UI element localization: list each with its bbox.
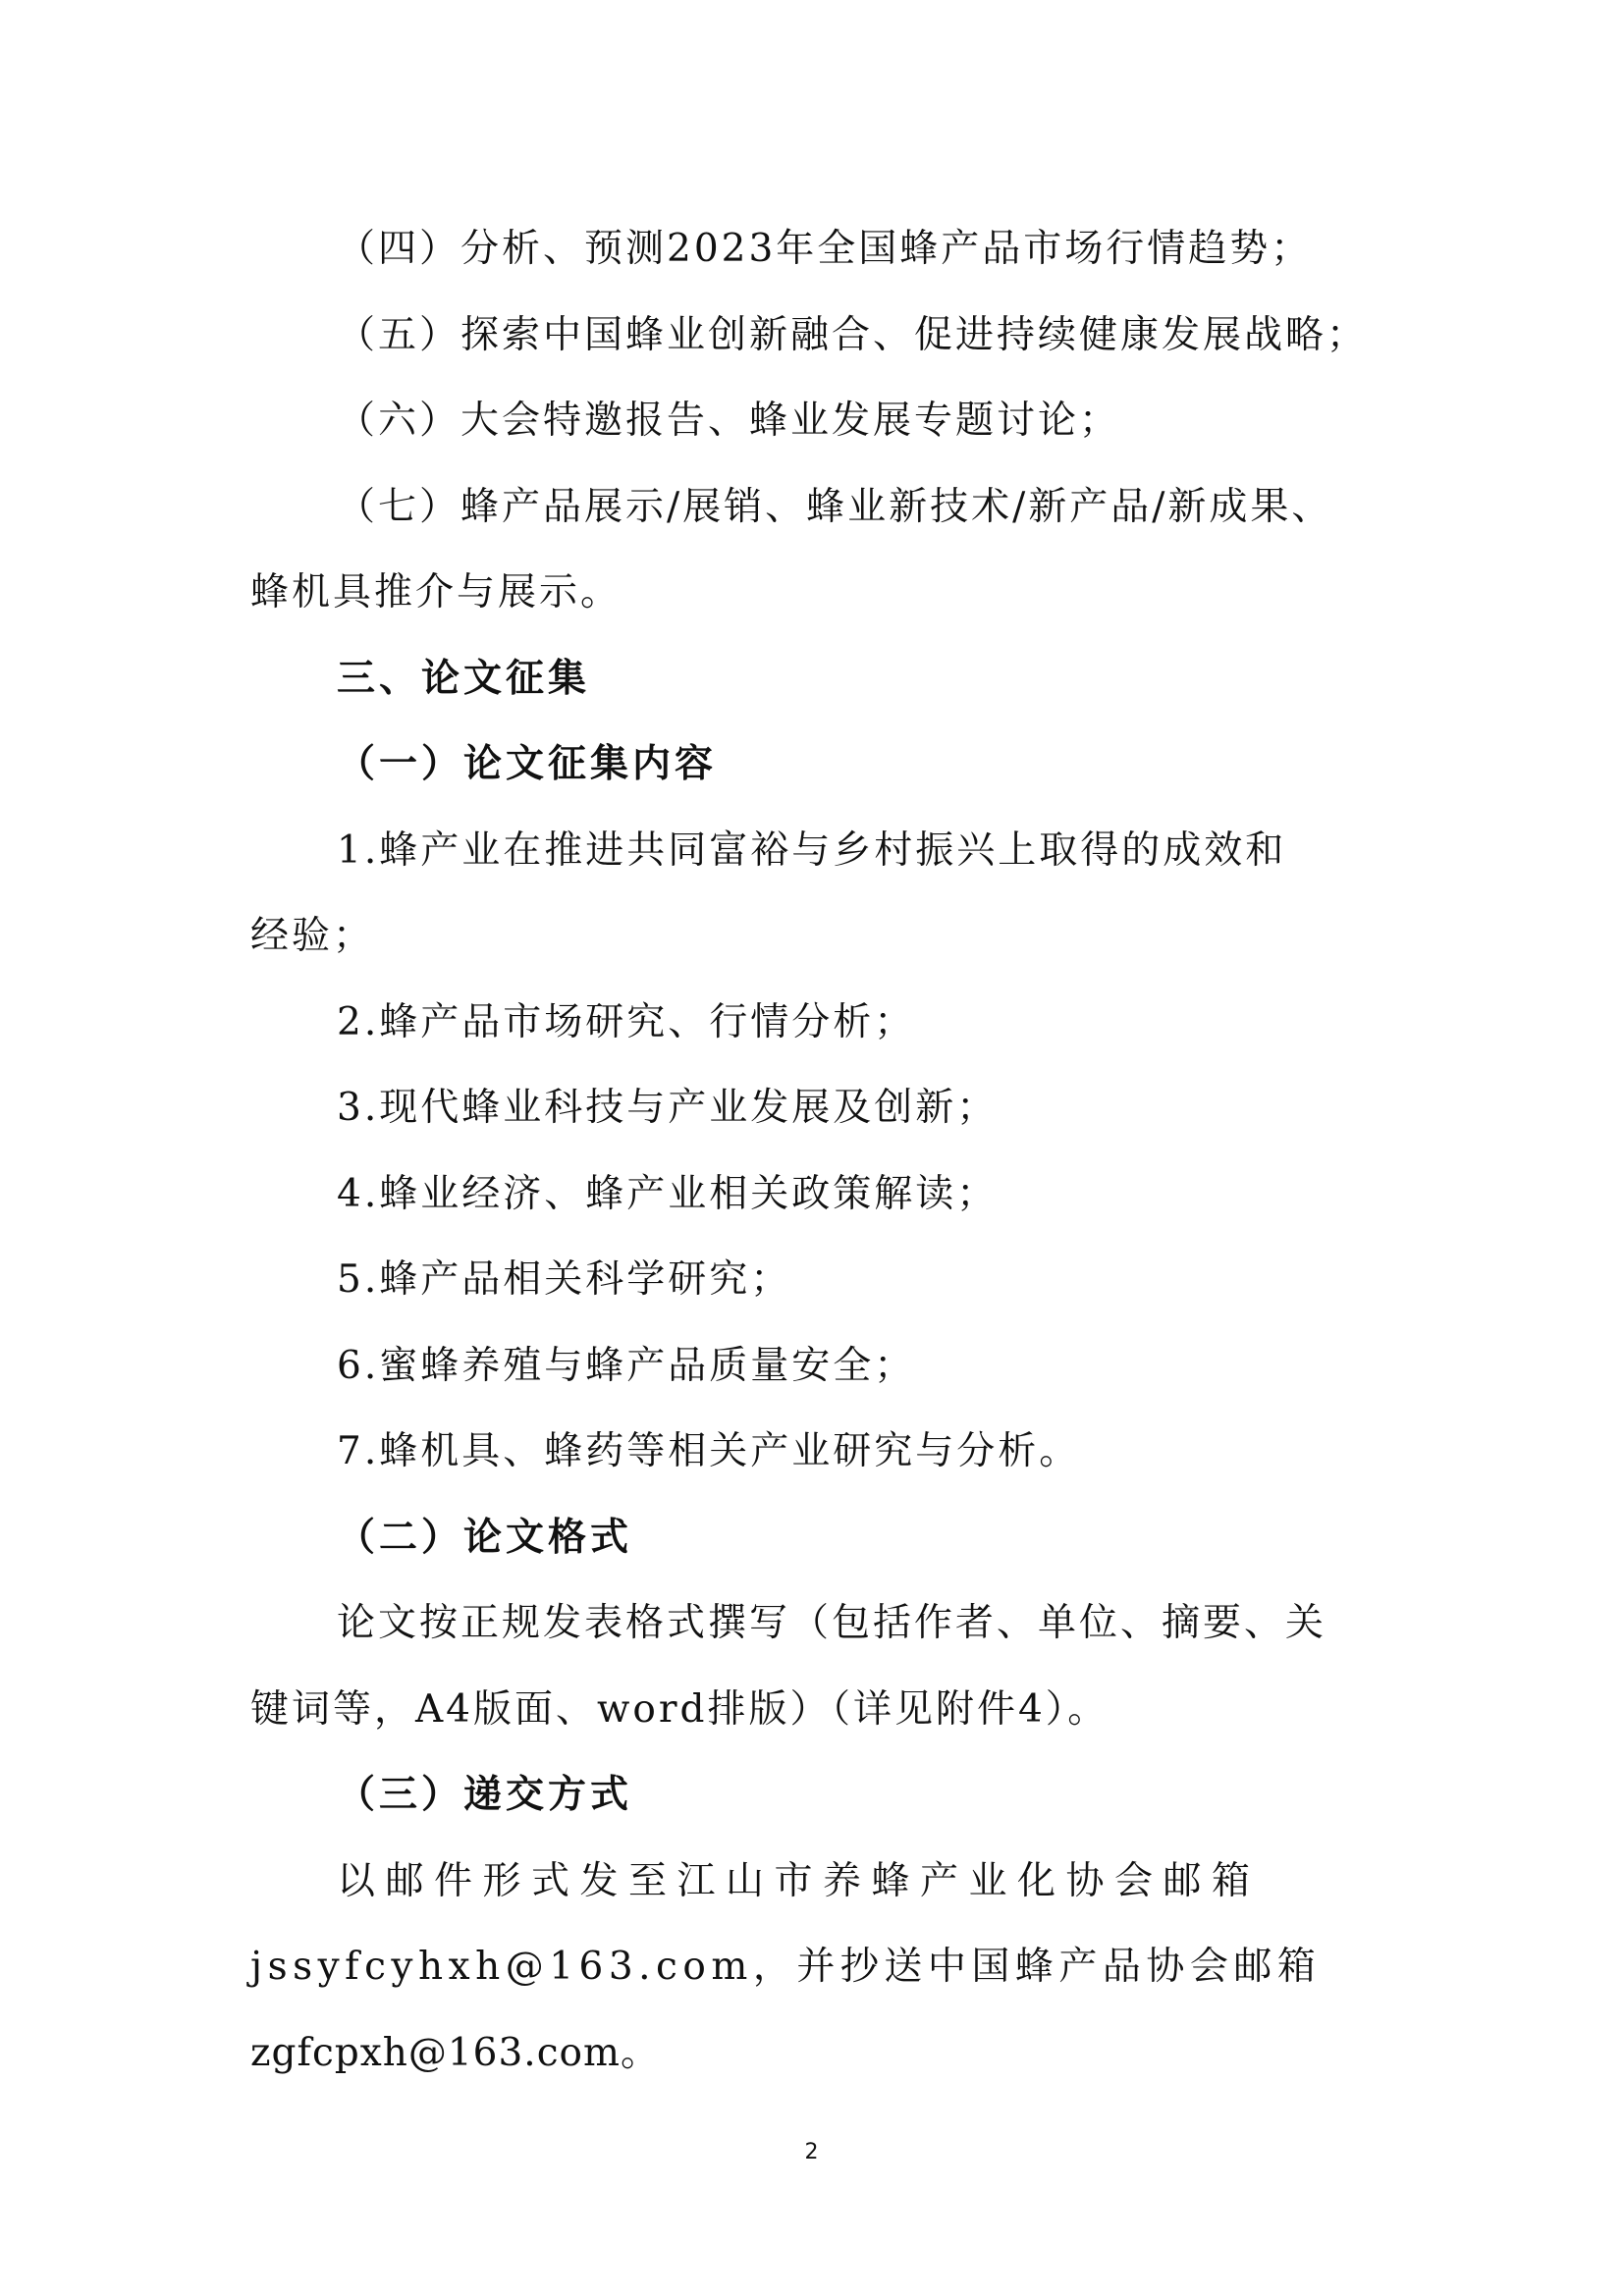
format-paragraph: 论文按正规发表格式撰写（包括作者、单位、摘要、关 xyxy=(337,1601,1327,1645)
list-item: 4.蜂业经济、蜂产业相关政策解读； xyxy=(337,1171,999,1216)
paragraph-item-7-continued: 蜂机具推介与展示。 xyxy=(250,570,622,614)
list-item: 2.蜂产品市场研究、行情分析； xyxy=(337,999,916,1044)
submission-email-line: jssyfcyhxh@163.com，并抄送中国蜂产品协会邮箱 xyxy=(250,1945,1322,1989)
paragraph-item-6: （六）大会特邀报告、蜂业发展专题讨论； xyxy=(337,399,1121,443)
submission-paragraph: 以邮件形式发至江山市养蜂产业化协会邮箱 xyxy=(337,1858,1261,1903)
subsection-heading-format: （二）论文格式 xyxy=(337,1515,633,1560)
page-number: 2 xyxy=(804,2140,819,2164)
document-body xyxy=(250,206,1384,2096)
subsection-heading-submission: （三）递交方式 xyxy=(337,1773,633,1817)
list-item: 7.蜂机具、蜂药等相关产业研究与分析。 xyxy=(337,1429,1081,1473)
subsection-heading-content: （一）论文征集内容 xyxy=(337,742,718,786)
paragraph-item-4: （四）分析、预测2023年全国蜂产品市场行情趋势； xyxy=(337,227,1313,271)
list-item-continued: 经验； xyxy=(250,914,375,958)
list-item: 5.蜂产品相关科学研究； xyxy=(337,1257,792,1302)
paragraph-item-7: （七）蜂产品展示/展销、蜂业新技术/新产品/新成果、 xyxy=(337,484,1333,529)
list-item: 6.蜜蜂养殖与蜂产品质量安全； xyxy=(337,1343,916,1388)
format-paragraph-continued: 键词等，A4版面、word排版）（详见附件4）。 xyxy=(250,1686,1109,1732)
list-item: 3.现代蜂业科技与产业发展及创新； xyxy=(337,1086,999,1130)
paragraph-item-5: （五）探索中国蜂业创新融合、促进持续健康发展战略； xyxy=(337,312,1369,357)
submission-email-line-end: zgfcpxh@163.com。 xyxy=(250,2030,661,2075)
section-heading: 三、论文征集 xyxy=(337,656,591,701)
list-item: 1.蜂产业在推进共同富裕与乡村振兴上取得的成效和 xyxy=(337,828,1287,873)
